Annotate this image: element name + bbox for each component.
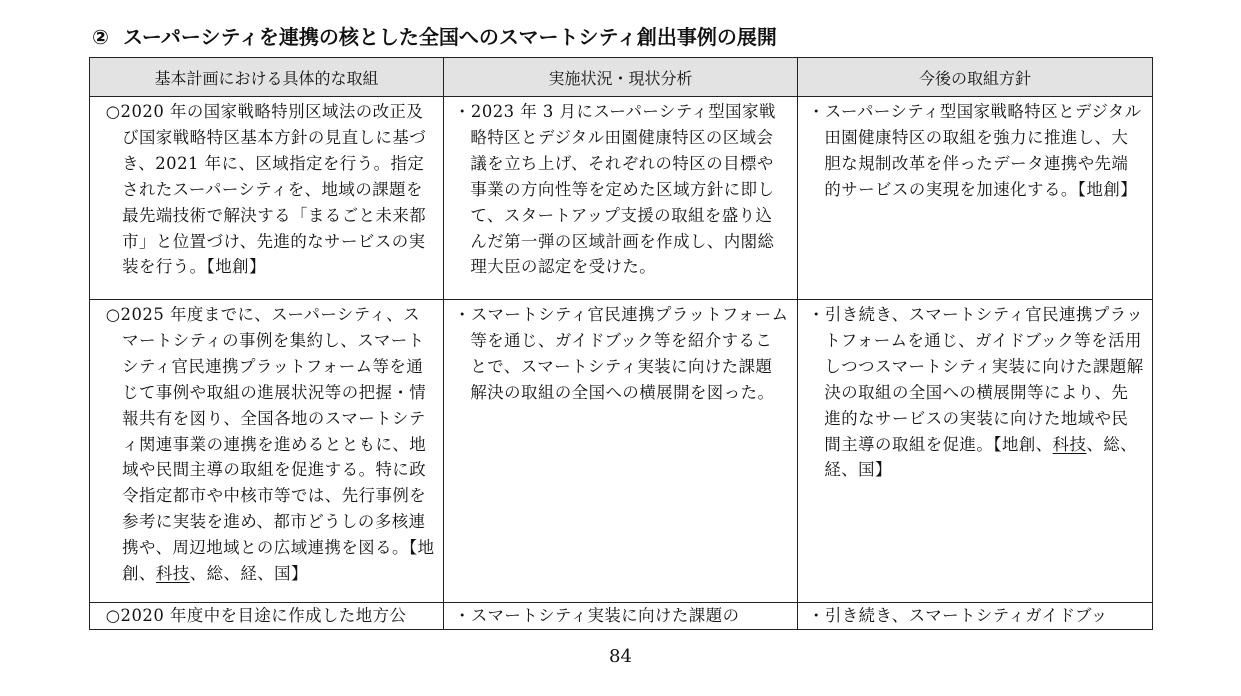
underlined-tag: 科技 (155, 564, 190, 584)
policy-text-end: 、総、経、国】 (824, 434, 1138, 480)
underlined-tag: 科技 (1052, 434, 1087, 454)
table-row (90, 300, 1153, 603)
status-text: ・スマートシティ実装に向けた課題の (454, 606, 740, 625)
header-plan: 基本計画における具体的な取組 (90, 58, 444, 97)
header-policy: 今後の取組方針 (798, 58, 1153, 97)
table-header-row (90, 58, 1153, 97)
policy-cell (798, 97, 1153, 300)
measures-table (89, 57, 1153, 630)
plan-text: ○2020 年の国家戦略特別区域法の改正及び国家戦略特区基本方針の見直しに基づき、2021 年に、区域指定を行う。指定されたスーパーシティを、地域の課題を最先端技術で解決する「まるごと未来都市」と位置づけ、先進的なサービスの実装を行う。【地創】 (105, 102, 427, 277)
policy-cell (798, 603, 1153, 630)
plan-text-end: 、総、経、国】 (189, 564, 308, 584)
policy-cell (798, 300, 1153, 603)
plan-text-block (100, 302, 435, 587)
section-title (92, 22, 1092, 52)
section-number: ② (92, 25, 109, 49)
status-cell (444, 97, 798, 300)
status-cell (444, 603, 798, 630)
plan-text: ○2025 年度までに、スーパーシティ、スマートシティの事例を集約し、スマートシティ官民連携プラットフォーム等を通じて事例や取組の進展状況等の把握・情報共有を図り、全国各地のスマートシティ関連事業の連携を進めるとともに、地域や民間主導の取組を促進する。特に政令指定都市や中核市等では、先行事例を参考に実装を進め、都市どうしの多核連携や、周辺地域との広域連携を図る。【地創、 (105, 305, 435, 584)
page-number: 84 (609, 646, 632, 667)
section-title-text: スーパーシティを連携の核とした全国へのスマートシティ創出事例の展開 (122, 25, 777, 49)
status-text: ・2023 年 3 月にスーパーシティ型国家戦略特区とデジタル田園健康特区の区域会議を立ち上げ、それぞれの特区の目標や事業の方向性等を定めた区域方針に即して、スタートアップ支援の取組を盛り込んだ第一弾の区域計画を作成し、内閣総理大臣の認定を受けた。 (454, 102, 776, 277)
policy-text: ・引き続き、スマートシティガイドブッ (808, 606, 1108, 625)
policy-text-block (808, 302, 1144, 483)
status-text: ・スマートシティ官民連携プラットフォーム等を通じ、ガイドブック等を紹介することで、スマートシティ実装に向けた課題解決の取組の全国への横展開を図った。 (454, 305, 789, 402)
policy-text: ・スーパーシティ型国家戦略特区とデジタル田園健康特区の取組を強力に推進し、大胆な規制改革を伴ったデータ連携や先端的サービスの実現を加速化する。【地創】 (808, 102, 1142, 199)
plan-text: ○2020 年度中を目途に作成した地方公 (105, 606, 407, 625)
table-row (90, 603, 1153, 630)
plan-cell (90, 603, 444, 630)
header-status: 実施状況・現状分析 (444, 58, 798, 97)
status-cell (444, 300, 798, 603)
plan-cell (90, 300, 444, 603)
table-row (90, 97, 1153, 300)
policy-text: ・引き続き、スマートシティ官民連携プラットフォームを通じ、ガイドブック等を活用しつつスマートシティ実装に向けた課題解決の取組の全国への横展開等により、先進的なサービスの実装に向けた地域や民間主導の取組を促進。【地創、 (808, 305, 1144, 454)
plan-cell (90, 97, 444, 300)
